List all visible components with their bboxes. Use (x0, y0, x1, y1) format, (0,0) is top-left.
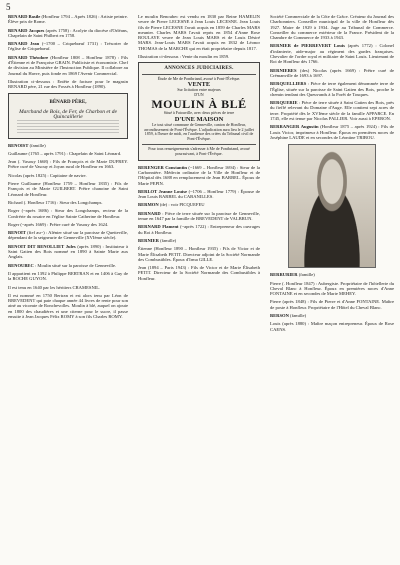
invoice-title: BÉNARD PÈRE, (49, 99, 87, 105)
page-number: 5 (6, 2, 11, 12)
invoice-illustration (8, 93, 128, 139)
entry: Roger (~après 1669) : Prêtre curé de Vasouy des 1624. (8, 221, 109, 227)
column-3 (270, 14, 394, 335)
divider (142, 144, 256, 145)
entry: BENOIST (famille) (8, 142, 46, 148)
entry: BERLOT Jeanne Louise (~1706 – Honfleur 1779) : Épouse de Jean Louis BARBEL du CABANILLES. (138, 188, 260, 200)
entry: BENARD Théodore (Honfleur 1808 – Honfleur 1878) : Fils d'Étienne et de Françoise GRAIN. Publiciste et économiste. Chef de division au Ministère de l'Instruction Publique. Il collabore au Journal du Havre, puis fonde en 1869 l'Avenir Commercial. (8, 54, 128, 76)
column-1 (8, 14, 128, 322)
entry: BENOIT (fief au~) : Alénier situé sur la paroisse de Quetteville, dépendant de la seigneurie de Genneville (XVIème siècle). (8, 230, 128, 241)
entry: Il est nommé en 1750 Bertran et est alors tenu par Léon de BREVEDENT qui paie chaque année 44 livres de rente pour son ainé au vicomte de Ronchevolles. Moulin à blé, auquel on ajoute en 1800 des chaudières et une citerne pour le sucre, il passe ensuite à Jean Jacques Félix ROMY à son fils Charles ROMY. (8, 292, 128, 319)
entry: BERNARD Flament (~après 1722) : Entrepreneur des ouvrages du Roi à Honfleur. (138, 224, 260, 235)
entry: Nicolas (après 1825) : Capitaine de navire. (8, 172, 87, 178)
entry: Guillaume (1765 – après 1791) : Chapelain de Saint Léonard. (8, 150, 122, 156)
entry: BENOIT DIT BENOLLIET Jules (après 1890) : Instituteur à Saint Gatien des Bois nommé en 1890 à Sainte Marie aux Anglais. (8, 243, 128, 260)
entry: BERSON (famille) (270, 313, 307, 319)
notice-sub: Sur licitation entre majeurs (177, 87, 221, 93)
entry: Pierre (après 1848) : Fils de Pierre et d'Anne FONTAINE. Maître de poste à Honfleur. Propriétaire de l'Hôtel du Cheval Blanc. (270, 299, 394, 310)
entry: BERRURIER (famille) (270, 272, 315, 278)
sale-notice (138, 62, 260, 160)
entry: BERMON (de) : voir PICQUEFEU (138, 202, 205, 208)
notice-footer: Pour tous renseignements s'adresser à Me de Pontbriand, avoué poursuivant, à Pont-l'Évêque. (148, 146, 250, 156)
entry: BENOUBEC : Moulin situé sur la paroisse de Genneville. (8, 262, 117, 268)
entry: BERRANGER Augustin (Honfleur 1875 – après 1924) : Fils de Louis Victor, imprimeur à Honfleur. Époux en premières noces de Joséphine LAUDE et en secondes de Léontine TRIBOU. (270, 124, 395, 140)
entry: Jean (. Vasouy 1668) : Fils de François et de Marie DUFREY. Prêtre curé de Vasouy et Joyan rural de Honfleur en 1663. (8, 159, 128, 170)
notice-place: Situé à Fatouville, avec deux pièces de terre (163, 110, 235, 116)
notice-body: Le tout situé commune de Genneville, canton de Honfleur, arrondissement de Pont-l'Évêque. L'adjudication aura lieu le 2 juillet 1859, à l'heure de midi, en l'audience des criées du Tribunal civil de Pont-l'Évêque. (144, 121, 254, 142)
entry: BERQUERIE : Pièce de terre située à Saint Gatien des Bois, près du fieffé relevant du Domaine d'Auge. Elle contient sept acres de terre. Propriété dès le XVIème siècle de la famille APPARCE. En 1745, elle est tenue par Nicolas PALLIER. Voir aussi à EPERON. (270, 100, 394, 122)
notice-heading: ANNONCES JUDICIAIRES. (164, 66, 234, 72)
entry: Étienne (Honfleur 1890 – Honfleur 1935) : Fils de Victor et de Marie Élisabeth PETIT. Directeur adjoint de la Société Normande des Combustibles. Époux d'Irma GILLE. (138, 246, 260, 262)
entry: BENARD Jacques (après 1758) : Acolyte du diocèse d'Orléans, Chapelain de Saint Philbert en 1758. (8, 27, 128, 38)
entry: BENARD Jean (~1700 – Criquebœuf 1731) : Trésorier de l'église de Criquebœuf. (8, 41, 128, 52)
entry: Jean (1894 – Paris 1943) : Fils de Victor et de Marie Élisabeth PETIT. Directeur de la Société Normande des Combustibles à Honfleur. (138, 265, 260, 281)
entry: Roger (~après 1686) : Sieur des Longchamps, recteur de la Confrérie du rosaire en l'église Sainte Catherine de Honfleur. (8, 208, 128, 219)
notice-vente: VENTE (187, 81, 211, 89)
entry: Société Commerciale de la Côte de Grâce. Créateur du Journal des Charbonniers. Conseiller municipal de la ville de Honfleur dès 1927. Maire de 1929 à 1934. Juge au Tribunal de Commerce. Conseiller du commerce extérieur de la France. Président de la Chambre de Commerce de 1933 à 1943. (270, 14, 394, 41)
notice-item1: D'UN (194, 92, 204, 98)
entry: Richard (. Honfleur 1716) : Sieur des Longchamps. (8, 199, 103, 205)
notice-moulin: MOULIN À BLÉ (151, 97, 247, 112)
divider (142, 74, 256, 75)
invoice-line: Marchand de Bois, de Fer, de Charbon et de Quincaillerie (19, 108, 117, 120)
entry: Le moulin Benoubec est vendu en 1830 par Reine HAMELIN veuve de Pierre LECESNE à Jean Louis LECESNE. Jean Louis fils de Pierre LECESNE l'avait acquis en 1859 de Charles MARS meunier. Charles MARS l'avait repris en 1854 d'Anne Rose BOULAYE veuve de Jean Louis MARS et de Louis Désiré MARS. Jean-Louis MARS l'avait acquis en 1832 de Léonor THOMAS de la MARCHE qui en était propriétaire depuis 1817. (138, 14, 260, 51)
entry: BERNIERES (des) Nicolas (après 1669) : Prêtre curé de Crémanville de 1693 à 1697. (270, 67, 394, 78)
entry: BERNIER de PIERREVERT Louis (après 1772) : Colonel d'infanterie, aide-major au régiment des gardes françaises. Chevalier de l'ordre royal et militaire de Saint Louis. Lieutenant de Roi de Honfleur dès 1766. (270, 43, 394, 65)
entry: Pierre Guillaume (Honfleur 1759 – Honfleur 1835) : Fils de François et de Marie GUILBERT. Prêtre chanoine de Saint Léonard de Honfleur. (8, 181, 128, 197)
entry: BENARD Basile (Honfleur 1794 – Après 1826) : Artiste peintre. Élève prix de Rome. (8, 14, 128, 25)
column-2 (138, 14, 260, 284)
entry: Pierre (. Honfleur 1847) : Aubergiste. Propriétaire de l'hôtellerie du Cheval Blanc à Honfleur. Époux en premières noces d'Anne FONTAINE et en secondes de Marie MEHEY. (270, 280, 394, 297)
entry: BERNIER (famille) (138, 237, 177, 243)
invoice-ruled-lines (17, 120, 119, 134)
entry: BERQUELLIERS : Pièce de terre également dénommée terre de l'Église, située sur la paroisse de Saint Gatien des Bois, proche le chemin tendant des Queuvands à la Forêt de Touques. (270, 81, 394, 97)
entry: Il appartient en 1392 à Philippe BERTRAN et en 1406 à Guy de la ROCHE GUYON. (8, 270, 128, 282)
entry: BERENGER Constantin (~1669 – Honfleur 1694) : Sieur de la Carbonnière. Médecin ordinaire de la Ville de Honfleur et de l'Hôpital dès 1688 en remplacement de Jean BARBEL. Époux de Marie PEPIN. (138, 164, 260, 186)
notice-intro: Étude de Me de Pontbriand, avoué à Pont-l'Évêque. (157, 75, 241, 81)
entry: Il est tenu en 1640 par les héritiers CRAMESNIL. (8, 284, 101, 290)
entry: Illustration ci-dessous : Entête de facture pour le magasin BENARD père, 21 rue des Fossés à Honfleur (1890). (8, 78, 128, 90)
portrait-photo (288, 144, 376, 268)
entry: BERNARD : Pièce de terre située sur la paroisse de Genneville, tenue en 1647 par la famille de BREVEDENT de VALBRUN. (138, 210, 260, 222)
notice-item2: D'UNE MAISON (174, 115, 224, 123)
entry: Louis (après 1880) : Maître maçon entrepreneur. Époux de Rose CAENS. (270, 321, 394, 332)
entry: Illustration ci-dessous : Vente du moulin en 1859. (138, 54, 230, 60)
